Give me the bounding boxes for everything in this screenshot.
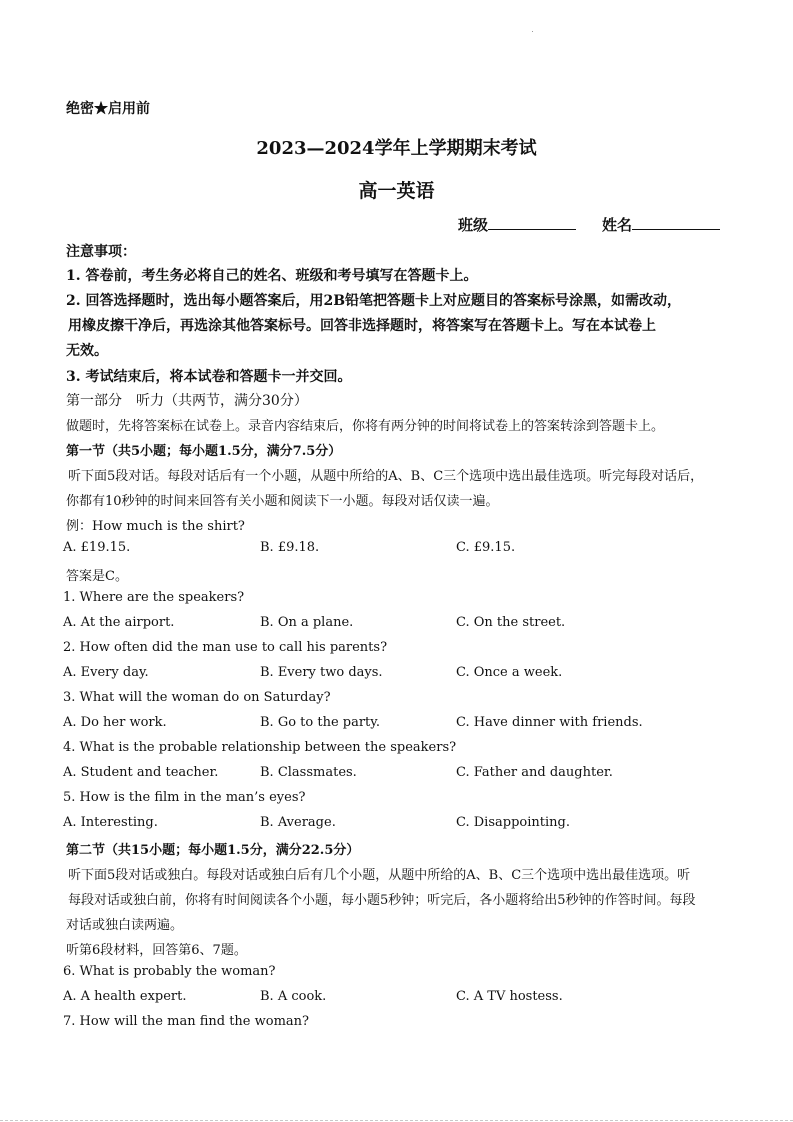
question-3-option-b: B. Go to the party. <box>260 715 381 730</box>
notice-heading: 注意事项： <box>66 244 136 260</box>
question-7: 7. How will the man find the woman? <box>63 1014 309 1029</box>
section1-heading: 第一节（共5小题；每小题1.5分，满分7.5分） <box>66 444 342 459</box>
question-4-option-b: B. Classmates. <box>260 765 357 780</box>
notice-item-2-line-1: 2. 回答选择题时，选出每小题答案后，用2B铅笔把答题卡上对应题目的答案标号涂黑，如需改动， <box>66 293 682 309</box>
example-option-c: C. £9.15. <box>456 540 516 555</box>
question-6-option-a: A. A health expert. <box>63 989 187 1004</box>
class-blank <box>488 217 576 230</box>
question-2-option-c: C. Once a week. <box>456 665 563 680</box>
notice-item-2-line-3: 无效。 <box>66 343 108 359</box>
exam-title: 2023—2024学年上学期期末考试 <box>256 138 537 159</box>
question-5-option-c: C. Disappointing. <box>456 815 570 830</box>
exam-subject: 高一英语 <box>358 180 435 202</box>
notice-item-2-line-2: 用橡皮擦干净后，再选涂其他答案标号。回答非选择题时，将答案写在答题卡上。写在本试卷上 <box>68 318 656 334</box>
question-1-option-b: B. On a plane. <box>260 615 354 630</box>
section2-instructions-line-3: 对话或独白读两遍。 <box>66 918 184 933</box>
question-6-option-c: C. A TV hostess. <box>456 989 563 1004</box>
question-4-option-a: A. Student and teacher. <box>63 765 219 780</box>
page-bottom-rule <box>0 1120 793 1121</box>
question-5-option-b: B. Average. <box>260 815 336 830</box>
question-3-option-c: C. Have dinner with friends. <box>456 715 643 730</box>
section1-instructions-line-1: 听下面5段对话。每段对话后有一个小题，从题中所给的A、B、C三个选项中选出最佳选项。听完每段对话后， <box>68 469 704 484</box>
example-question: 例：How much is the shirt? <box>66 519 245 534</box>
question-6-option-b: B. A cook. <box>260 989 327 1004</box>
section2-instructions-line-1: 听下面5段对话或独白。每段对话或独白后有几个小题，从题中所给的A、B、C三个选项中选出最佳选项。听 <box>68 868 691 883</box>
question-1: 1. Where are the speakers? <box>63 590 245 605</box>
example-answer: 答案是C。 <box>66 569 128 584</box>
question-2: 2. How often did the man use to call his parents? <box>63 640 388 655</box>
section2-instructions-line-2: 每段对话或独白前，你将有时间阅读各个小题，每小题5秒钟；听完后，各小题将给出5秒钟的作答时间。每段 <box>68 893 696 908</box>
name-blank <box>632 217 720 230</box>
question-6: 6. What is probably the woman? <box>63 964 276 979</box>
question-4-option-c: C. Father and daughter. <box>456 765 613 780</box>
question-4: 4. What is the probable relationship between the speakers? <box>63 740 457 755</box>
class-label: 班级 <box>458 216 489 234</box>
question-1-option-a: A. At the airport. <box>63 615 175 630</box>
question-1-option-c: C. On the street. <box>456 615 566 630</box>
material-6-note: 听第6段材料，回答第6、7题。 <box>66 943 247 958</box>
section1-instructions-line-2: 你都有10秒钟的时间来回答有关小题和阅读下一小题。每段对话仅读一遍。 <box>66 494 499 509</box>
confidential-mark: 绝密★启用前 <box>66 101 150 117</box>
question-5: 5. How is the film in the man’s eyes? <box>63 790 306 805</box>
question-2-option-a: A. Every day. <box>63 665 149 680</box>
question-3-option-a: A. Do her work. <box>63 715 167 730</box>
question-5-option-a: A. Interesting. <box>63 815 158 830</box>
question-3: 3. What will the woman do on Saturday? <box>63 690 331 705</box>
notice-item-1: 1. 答卷前，考生务必将自己的姓名、班级和考号填写在答题卡上。 <box>66 268 478 284</box>
example-option-a: A. £19.15. <box>63 540 131 555</box>
name-field <box>602 214 720 235</box>
scan-dot <box>532 31 533 32</box>
section2-heading: 第二节（共15小题；每小题1.5分，满分22.5分） <box>66 843 360 858</box>
example-option-b: B. £9.18. <box>260 540 320 555</box>
notice-item-3: 3. 考试结束后，将本试卷和答题卡一并交回。 <box>66 369 352 385</box>
question-2-option-b: B. Every two days. <box>260 665 383 680</box>
part1-heading: 第一部分 听力（共两节，满分30分） <box>66 393 308 409</box>
part1-intro: 做题时，先将答案标在试卷上。录音内容结束后，你将有两分钟的时间将试卷上的答案转涂到答题卡上。 <box>66 419 665 434</box>
class-field <box>458 214 576 235</box>
name-label: 姓名 <box>602 216 633 234</box>
